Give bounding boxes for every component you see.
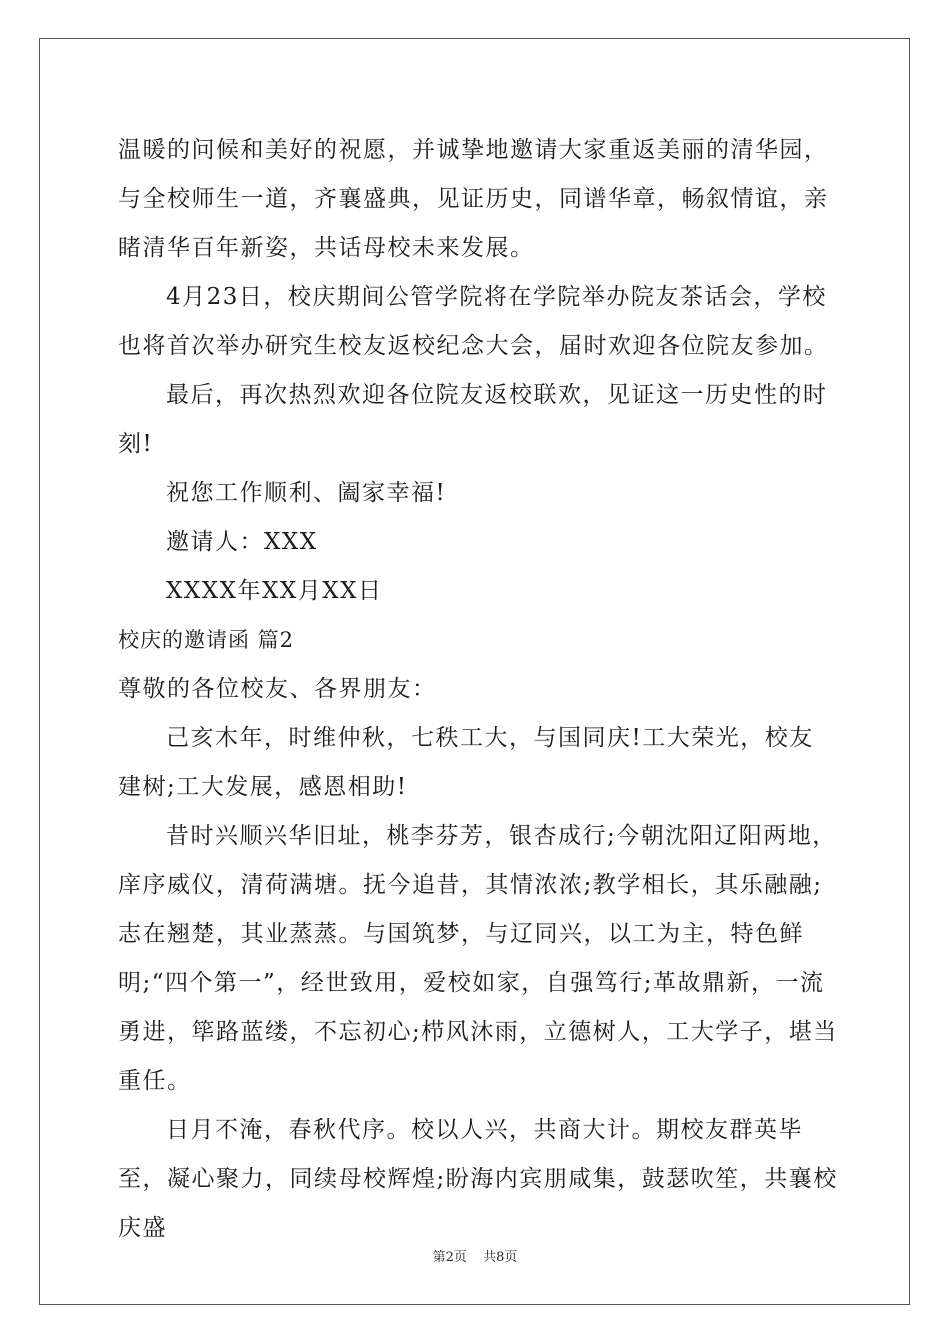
document-body <box>118 126 838 1253</box>
page-number: 第2页 <box>432 1250 467 1265</box>
paragraph: 日月不淹，春秋代序。校以人兴，共商大计。期校友群英毕至，凝心聚力，同续母校辉煌;盼海内宾朋咸集，鼓瑟吹笙，共襄校庆盛 <box>118 1117 838 1241</box>
paragraph: 温暖的问候和美好的祝愿，并诚挚地邀请大家重返美丽的清华园，与全校师生一道，齐襄盛典，见证历史，同谱华章，畅叙情谊，亲睹清华百年新姿，共话母校未来发展。 <box>118 137 829 261</box>
date-line: XXXX年XX月XX日 <box>166 578 383 604</box>
paragraph: 最后，再次热烈欢迎各位院友返校联欢，见证这一历史性的时刻! <box>118 382 828 457</box>
paragraph: 祝您工作顺利、阖家幸福! <box>166 480 447 506</box>
salutation: 尊敬的各位校友、各界朋友： <box>118 676 437 702</box>
paragraph: 昔时兴顺兴华旧址，桃李芬芳，银杏成行;今朝沈阳辽阳两地，庠序威仪，清荷满塘。抚今追昔，其情浓浓;教学相长，其乐融融;志在翘楚，其业蒸蒸。与国筑梦，与辽同兴，以工为主，特色鲜明;“四个第一”，经世致用，爱校如家，自强笃行;革故鼎新，一流勇进，筚路蓝缕，不忘初心;栉风沐雨，立德树人，工大学子，堪当重任。 <box>118 823 838 1094</box>
paragraph: 己亥木年，时维仲秋，七秩工大，与国同庆!工大荣光，校友建树;工大发展，感恩相助! <box>118 725 814 800</box>
page-total: 共8页 <box>483 1250 518 1265</box>
page-footer <box>0 1246 950 1265</box>
paragraph: 4月23日，校庆期间公管学院将在学院举办院友茶话会，学校也将首次举办研究生校友返校纪念大会，届时欢迎各位院友参加。 <box>118 284 829 359</box>
inviter-line: 邀请人：XXX <box>166 529 318 555</box>
section-title: 校庆的邀请函 篇2 <box>118 628 295 652</box>
